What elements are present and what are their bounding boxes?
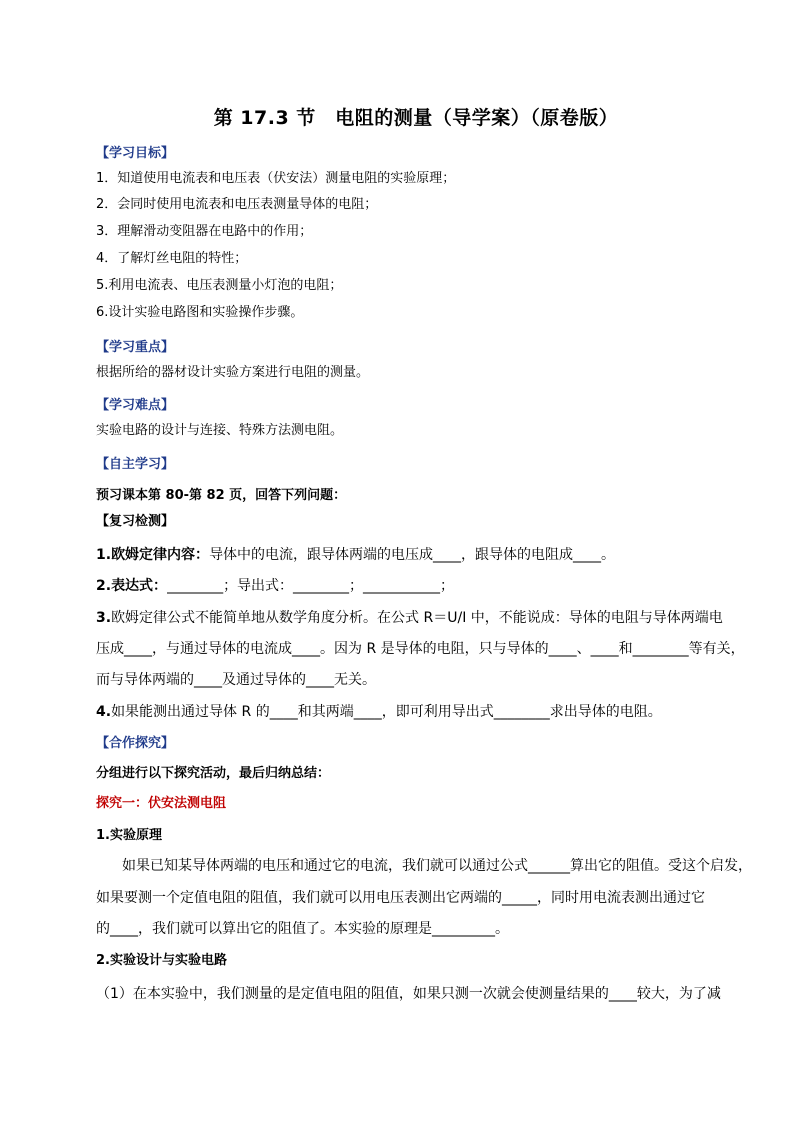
cooperation-heading: 【合作探究】	[96, 736, 175, 751]
key-points-text: 根据所给的器材设计实验方案进行电阻的测量。	[96, 365, 370, 380]
objective-item: 2．会同时使用电流表和电压表测量导体的电阻；	[96, 197, 378, 212]
self-study-heading: 【自主学习】	[96, 457, 175, 472]
objective-item: 3．理解滑动变阻器在电路中的作用；	[96, 224, 313, 239]
objective-item: 6.设计实验电路图和实验操作步骤。	[96, 305, 304, 320]
question-text: 欧姆定律公式不能简单地从数学角度分析。在公式 R＝U/I 中，不能说成：导体的电阻与导体两端电	[111, 610, 723, 626]
section-1-title: 1.实验原理	[96, 828, 162, 843]
question-number: 2.	[96, 578, 112, 594]
question-text: ________；导出式：________；___________；	[167, 578, 455, 594]
question-text: 如果能测出通过导体 R 的____和其两端____，即可利用导出式________求出导体的电阻。	[111, 704, 662, 720]
difficulties-text: 实验电路的设计与连接、特殊方法测电阻。	[96, 423, 344, 438]
question-number: 3.	[96, 610, 112, 626]
review-heading: 【复习检测】	[96, 514, 175, 529]
question-4	[96, 702, 662, 722]
difficulties-heading: 【学习难点】	[96, 398, 175, 413]
cooperation-intro: 分组进行以下探究活动，最后归纳总结：	[96, 766, 331, 781]
question-label: 欧姆定律内容：	[111, 547, 210, 563]
section-1-line-3: 的____，我们就可以算出它的阻值了。本实验的原理是_________。	[96, 921, 509, 937]
question-2	[96, 576, 454, 596]
question-number: 1.	[96, 547, 112, 563]
question-1	[96, 545, 615, 565]
objective-item: 1．知道使用电流表和电压表（伏安法）测量电阻的实验原理；	[96, 171, 456, 186]
question-label: 表达式：	[111, 578, 168, 594]
explore-1-title: 探究一：伏安法测电阻	[96, 796, 227, 811]
question-3-line-1	[96, 608, 723, 628]
objectives-heading: 【学习目标】	[96, 146, 175, 161]
objective-item: 4．了解灯丝电阻的特性；	[96, 251, 248, 266]
question-number: 4.	[96, 704, 112, 720]
section-2-line-1: （1）在本实验中，我们测量的是定值电阻的阻值，如果只测一次就会使测量结果的____较大，为了减	[96, 986, 721, 1002]
objective-item: 5.利用电流表、电压表测量小灯泡的电阻；	[96, 278, 343, 293]
section-2-title: 2.实验设计与实验电路	[96, 953, 227, 968]
section-1-line-2: 如果要测一个定值电阻的阻值，我们就可以用电压表测出它两端的_____，同时用电流表测出通过它	[96, 890, 705, 906]
question-3-line-2: 压成____，与通过导体的电流成____。因为 R 是导体的电阻，只与导体的____、____和________等有关，	[96, 641, 745, 657]
section-1-line-1: 如果已知某导体两端的电压和通过它的电流，我们就可以通过公式______算出它的阻值。受这个启发，	[122, 858, 752, 874]
page-title: 第 17.3 节 电阻的测量（导学案）（原卷版）	[213, 107, 619, 129]
self-study-intro: 预习课本第 80-第 82 页，回答下列问题：	[96, 488, 347, 503]
question-3-line-3: 而与导体两端的____及通过导体的____无关。	[96, 672, 376, 688]
key-points-heading: 【学习重点】	[96, 340, 175, 355]
question-text: 导体中的电流，跟导体两端的电压成____，跟导体的电阻成____。	[209, 547, 616, 563]
